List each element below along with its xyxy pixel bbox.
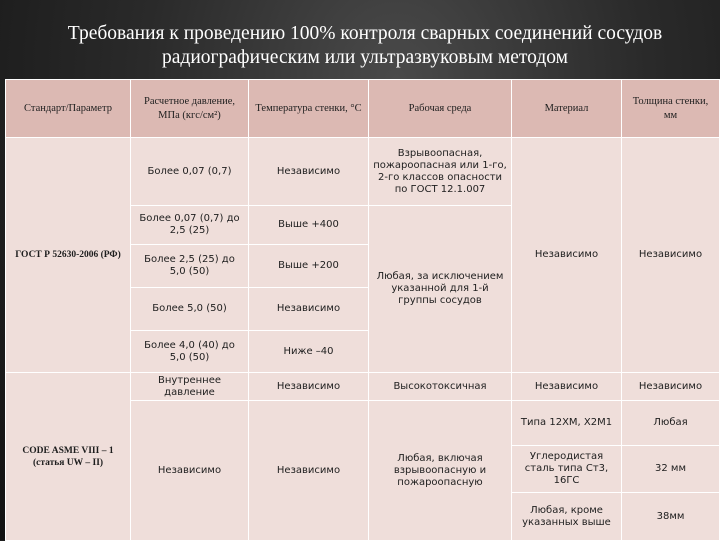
medium-cell: Взрывоопасная, пожароопасная или 1-го, 2-го классов опасности по ГОСТ 12.1.007 <box>369 138 512 206</box>
material-cell: Любая, кроме указанных выше <box>512 493 622 541</box>
header-row <box>6 80 720 138</box>
title-line-1: Требования к проведению 100% контроля сварных соединений сосудов <box>67 23 663 44</box>
material-cell: Углеродистая сталь типа Ст3, 16ГС <box>512 446 622 493</box>
asme-temperature: Независимо <box>249 401 369 541</box>
header-pressure: Расчетное давление, МПа (кгс/см²) <box>131 80 249 138</box>
table-row <box>6 373 720 401</box>
pressure-cell: Более 5,0 (50) <box>131 288 249 331</box>
table-row <box>6 138 720 206</box>
asme-pressure: Независимо <box>131 401 249 541</box>
standard-asme: CODE ASME VIII – 1 (статья UW – II) <box>6 373 131 541</box>
temperature-cell: Выше +400 <box>249 206 369 245</box>
requirements-table <box>5 79 720 541</box>
temperature-cell: Ниже –40 <box>249 331 369 373</box>
material-cell: Типа 12ХМ, Х2М1 <box>512 401 622 446</box>
header-medium: Рабочая среда <box>369 80 512 138</box>
standard-gost: ГОСТ Р 52630-2006 (РФ) <box>6 138 131 373</box>
pressure-cell: Более 0,07 (0,7) <box>131 138 249 206</box>
pressure-cell: Внутреннее давление <box>131 373 249 401</box>
temperature-cell: Выше +200 <box>249 245 369 288</box>
pressure-cell: Более 0,07 (0,7) до 2,5 (25) <box>131 206 249 245</box>
gost-material: Независимо <box>512 138 622 373</box>
gost-medium-other: Любая, за исключением указанной для 1-й группы сосудов <box>369 206 512 373</box>
thickness-cell: Независимо <box>622 373 720 401</box>
temperature-cell: Независимо <box>249 138 369 206</box>
asme-medium: Любая, включая взрывоопасную и пожароопасную <box>369 401 512 541</box>
material-cell: Независимо <box>512 373 622 401</box>
header-thickness: Толщина стенки, мм <box>622 80 720 138</box>
thickness-cell: Любая <box>622 401 720 446</box>
temperature-cell: Независимо <box>249 373 369 401</box>
gost-thickness: Независимо <box>622 138 720 373</box>
pressure-cell: Более 2,5 (25) до 5,0 (50) <box>131 245 249 288</box>
title-line-2: радиографическим или ультразвуковым методом <box>162 47 568 68</box>
header-temperature: Температура стенки, °С <box>249 80 369 138</box>
thickness-cell: 32 мм <box>622 446 720 493</box>
medium-cell: Высокотоксичная <box>369 373 512 401</box>
thickness-cell: 38мм <box>622 493 720 541</box>
header-material: Материал <box>512 80 622 138</box>
header-standard: Стандарт/Параметр <box>6 80 131 138</box>
slide-title <box>20 22 710 70</box>
temperature-cell: Независимо <box>249 288 369 331</box>
pressure-cell: Более 4,0 (40) до 5,0 (50) <box>131 331 249 373</box>
